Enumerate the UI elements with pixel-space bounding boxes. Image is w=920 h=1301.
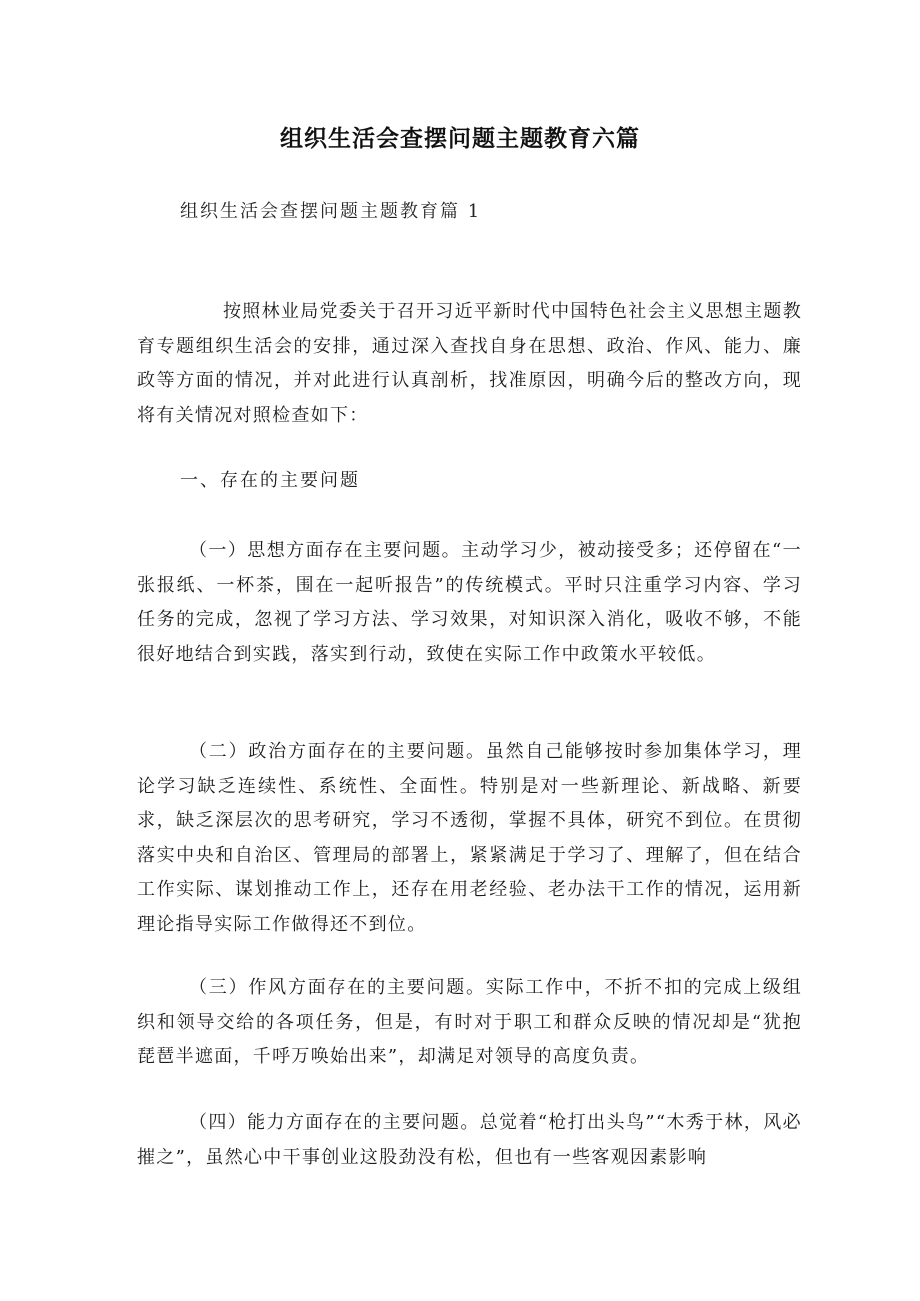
paragraph-thought: （一）思想方面存在主要问题。主动学习少，被动接受多；还停留在“一张报纸、一杯茶，围在一起听报告”的传统模式。平时只注重学习内容、学习任务的完成，忽视了学习方法、学习效果，对知识深入消化，吸收不够，不能很好地结合到实践，落实到行动，致使在实际工作中政策水平较低。 xyxy=(137,540,802,665)
intro-paragraph: 按照林业局党委关于召开习近平新时代中国特色社会主义思想主题教育专题组织生活会的安排，通过深入查找自身在思想、政治、作风、能力、廉政等方面的情况，并对此进行认真剖析，找准原因，明确今后的整改方向，现将有关情况对照检查如下： xyxy=(137,301,802,426)
section-heading: 一、存在的主要问题 xyxy=(180,470,360,491)
paragraph-politics: （二）政治方面存在的主要问题。虽然自己能够按时参加集体学习，理论学习缺乏连续性、系统性、全面性。特别是对一些新理论、新战略、新要求，缺乏深层次的思考研究，学习不透彻，掌握不具体，研究不到位。在贯彻落实中央和自治区、管理局的部署上，紧紧满足于学习了、理解了，但在结合工作实际、谋划推动工作上，还存在用老经验、老办法干工作的情况，运用新理论指导实际工作做得还不到位。 xyxy=(137,741,802,935)
paragraph-ability: （四）能力方面存在的主要问题。总觉着“枪打出头鸟”“木秀于林，风必摧之”，虽然心中干事创业这股劲没有松，但也有一些客观因素影响 xyxy=(137,1112,802,1168)
paragraph-style: （三）作风方面存在的主要问题。实际工作中，不折不扣的完成上级组织和领导交给的各项任务，但是，有时对于职工和群众反映的情况却是“犹抱琵琶半遮面，千呼万唤始出来”，却满足对领导的高度负责。 xyxy=(137,977,802,1067)
document-subtitle: 组织生活会查摆问题主题教育篇 1 xyxy=(180,201,482,222)
document-title: 组织生活会查摆问题主题教育六篇 xyxy=(280,126,640,152)
